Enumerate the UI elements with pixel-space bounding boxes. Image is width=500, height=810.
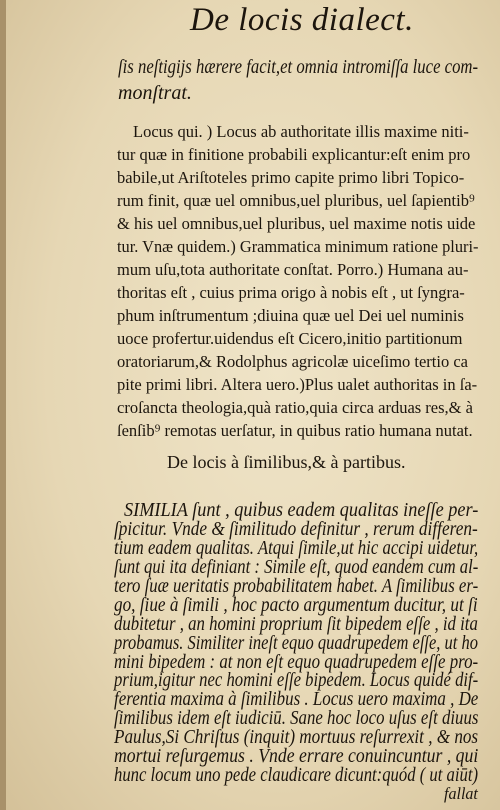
text-line: & his uel omnibus,uel pluribus, uel maxime notis uide [117, 214, 476, 233]
text-line: tero ſuæ ueritatis probabilitatem habet. A ſimilibus er- [114, 575, 479, 597]
text-line: tium eadem qualitas. Atqui ſimile,ut hic accipi uidetur, [114, 537, 479, 559]
text-line: ſunt qui ita definiant : Simile eſt, quod eandem cum al- [114, 556, 479, 578]
text-line: hunc locum uno pede claudicare dicunt:quód ( ut aiūt) [114, 765, 479, 787]
text-line: phum inſtrumentum ;diuina quæ uel Dei uel numinis [117, 306, 464, 325]
text-line: mini bipedem : at non eſt equo quadrupedem eſſe pro- [114, 651, 479, 673]
text-line: tur. Vnæ quidem.) Grammatica minimum ratione pluri- [117, 237, 479, 256]
text-line: uoce profertur.uidendus eſt Cicero,initio partitionum [117, 329, 463, 348]
text-line: rum finit, quæ uel omnibus,uel pluribus, uel ſapientib⁹ [117, 191, 475, 210]
text-line: ſenſib⁹ remotas uerſatur, in quibus ratio humana nutat. [117, 421, 473, 440]
text-line: dubitetur , an homini proprium ſit bipedem eſſe , id ita [114, 613, 478, 635]
text-line: mortui reſurgemus . Vnde errare conuincuntur , qui [114, 746, 479, 768]
text-line: SIMILIA ſunt , quibus eadem qualitas ineſſe per- [124, 500, 479, 521]
text-line: pite primi libri. Altera uero.)Plus ualet authoritas in ſa- [117, 375, 478, 394]
text-line: oratoriarum,& Rodolphus agricolæ uiceſimo tertio ca [117, 352, 468, 371]
text-line: go, ſiue à ſimili , hoc pacto argumentum ducitur, ut ſi [114, 594, 478, 616]
text-line: prium,igitur nec homini eſſe bipedem. Locus quidé dif- [114, 670, 479, 692]
text-line: Paulus,Si Chriſtus (inquit) mortuus reſurrexit , & nos [114, 727, 479, 749]
catchword: fallat [444, 784, 478, 803]
text-line: ſimilibus idem eſt iudiciū. Sane hoc loco uſus eſt diuus [114, 708, 479, 730]
text-line: ſis neſtigijs hærere facit,et omnia intromiſſa luce com- [118, 56, 479, 78]
text-line: monſtrat. [118, 82, 192, 104]
text-line: mum uſu,tota authoritate conſtat. Porro.) Humana au- [117, 260, 469, 279]
text-line: babile,ut Ariſtoteles primo capite primo libri Topico- [117, 168, 465, 187]
text-line: Locus qui. ) Locus ab authoritate illis maxime niti- [133, 122, 469, 141]
text-line: tur quæ in finitione probabili explicantur:eſt enim pro [117, 145, 471, 164]
section-heading: De locis à ſimilibus,& à partibus. [167, 452, 406, 472]
text-line: ferentia maxima à ſimilibus . Locus uero maxima , De [114, 689, 479, 711]
running-header: De locis dialect. [190, 2, 414, 38]
text-line: ſpicitur. Vnde & ſimilitudo definitur , rerum differen- [114, 518, 478, 540]
text-line: probamus. Similiter ineſt equo quadrupedem eſſe, ut ho [114, 632, 478, 654]
text-line: croſancta theologia,quà ratio,quia circa arduas res,& à [117, 398, 473, 417]
text-line: thoritas eſt , cuius prima origo à nobis eſt , ut ſyngra- [117, 283, 465, 302]
